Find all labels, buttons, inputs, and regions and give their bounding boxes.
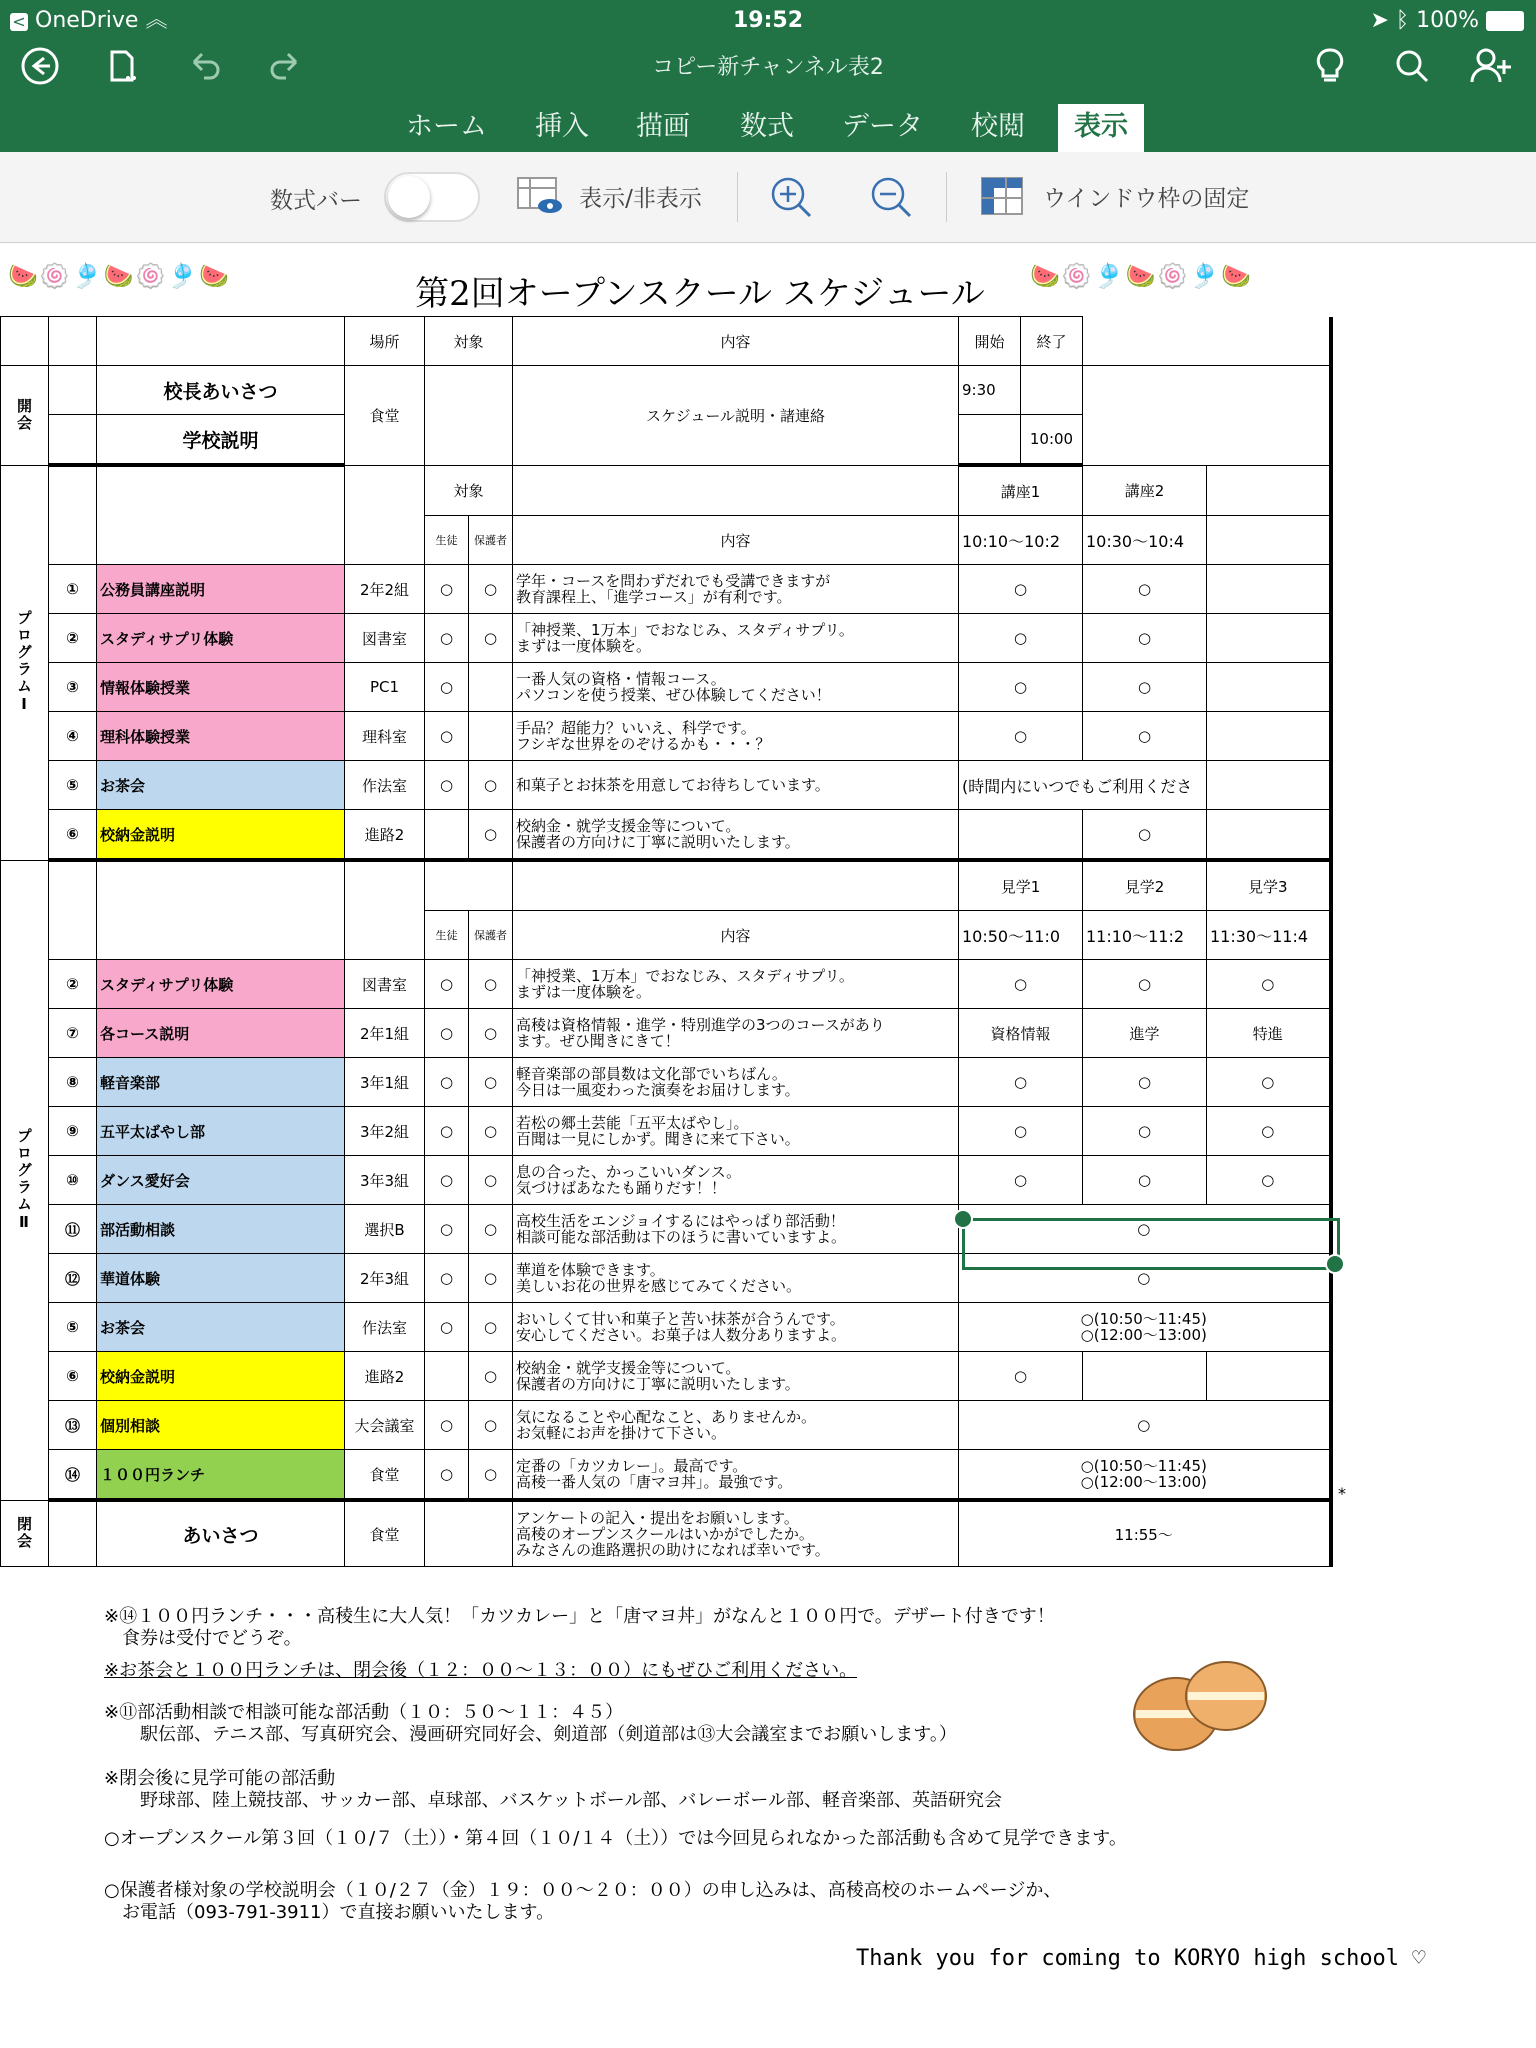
- slot-value[interactable]: 資格情報: [959, 1009, 1083, 1058]
- item-description[interactable]: 華道を体験できます。 美しいお花の世界を感じてみてください。: [513, 1254, 959, 1303]
- section-closing[interactable]: 閉会: [1, 1500, 49, 1567]
- blank-cell[interactable]: [1207, 565, 1331, 614]
- student-mark[interactable]: ○: [425, 1303, 469, 1352]
- item-number[interactable]: ⑤: [49, 761, 97, 810]
- wifi-icon: ︽: [145, 8, 168, 33]
- header-content[interactable]: 内容: [513, 516, 959, 565]
- parent-mark[interactable]: ○: [469, 1303, 513, 1352]
- item-number[interactable]: ⑪: [49, 1205, 97, 1254]
- tab-review[interactable]: 校閲: [971, 111, 1025, 142]
- item-name[interactable]: 校納金説明: [97, 1352, 345, 1401]
- table-row: [1, 565, 1331, 614]
- item-place[interactable]: 2年2組: [345, 565, 425, 614]
- item-number[interactable]: ⑩: [49, 1156, 97, 1205]
- slot-value[interactable]: (時間内にいつでもご利用くださ: [959, 761, 1207, 810]
- student-mark[interactable]: ○: [425, 1254, 469, 1303]
- table-row: [1, 1205, 1331, 1254]
- blank-cell[interactable]: [49, 860, 97, 960]
- note-tea-lunch: ※お茶会と１００円ランチは、閉会後（１２：００～１３：００）にもぜひご利用ください。: [104, 1660, 858, 1681]
- battery-percent: 100%: [1416, 8, 1479, 33]
- blank-cell[interactable]: [345, 860, 425, 960]
- item-name[interactable]: 個別相談: [97, 1401, 345, 1450]
- item-place[interactable]: 進路2: [345, 810, 425, 861]
- slot-value[interactable]: ○(10:50～11:45) ○(12:00～13:00): [959, 1303, 1331, 1352]
- blank-cell[interactable]: [1207, 614, 1331, 663]
- item-name[interactable]: お茶会: [97, 761, 345, 810]
- table-row: [1, 712, 1331, 761]
- item-name[interactable]: 校納金説明: [97, 810, 345, 861]
- blank-cell[interactable]: [1207, 712, 1331, 761]
- item-name[interactable]: 五平太ばやし部: [97, 1107, 345, 1156]
- item-description[interactable]: おいしくて甘い和菓子と苦い抹茶が合うんです。 安心してください。お菓子は人数分ありますよ。: [513, 1303, 959, 1352]
- blank-cell[interactable]: [959, 415, 1021, 466]
- header-content[interactable]: 内容: [513, 911, 959, 960]
- search-icon: [1394, 48, 1430, 84]
- item-number[interactable]: ⑨: [49, 1107, 97, 1156]
- item-place[interactable]: 作法室: [345, 1303, 425, 1352]
- blank-cell[interactable]: [49, 366, 97, 415]
- item-place[interactable]: 進路2: [345, 1352, 425, 1401]
- section-program-2[interactable]: プログラムⅡ: [1, 860, 49, 1500]
- battery-area: [1370, 6, 1524, 36]
- slot-value[interactable]: ○: [959, 712, 1083, 761]
- header-content[interactable]: 内容: [513, 317, 959, 366]
- parent-mark[interactable]: ○: [469, 1156, 513, 1205]
- item-place[interactable]: 作法室: [345, 761, 425, 810]
- blank-cell[interactable]: [513, 465, 959, 516]
- table-row: [1, 1156, 1331, 1205]
- parent-mark[interactable]: ○: [469, 565, 513, 614]
- parent-mark[interactable]: [469, 663, 513, 712]
- item-number[interactable]: ⑤: [49, 1303, 97, 1352]
- slot-value[interactable]: ○: [1083, 960, 1207, 1009]
- student-mark[interactable]: ○: [425, 1205, 469, 1254]
- item-place[interactable]: 食堂: [345, 1450, 425, 1501]
- item-description[interactable]: 学年・コースを問わずだれでも受講できますが 教育課程上、「進学コース」が有利です。: [513, 565, 959, 614]
- item-name[interactable]: 公務員講座説明: [97, 565, 345, 614]
- student-mark[interactable]: ○: [425, 1009, 469, 1058]
- blank-cell[interactable]: [97, 465, 345, 565]
- item-place[interactable]: 図書室: [345, 960, 425, 1009]
- bluetooth-icon: ᛒ: [1395, 8, 1410, 33]
- item-description[interactable]: 軽音楽部の部員数は文化部でいちばん。 今日は一風変わった演奏をお届けします。: [513, 1058, 959, 1107]
- item-name[interactable]: 理科体験授業: [97, 712, 345, 761]
- slot-value[interactable]: ○(10:50～11:45) ○(12:00～13:00): [959, 1450, 1331, 1501]
- item-number[interactable]: ⑧: [49, 1058, 97, 1107]
- item-place[interactable]: 2年3組: [345, 1254, 425, 1303]
- formula-bar-toggle[interactable]: [384, 172, 480, 222]
- slot-value[interactable]: ○: [1083, 712, 1207, 761]
- blank-cell[interactable]: [513, 860, 959, 911]
- item-number[interactable]: ⑬: [49, 1401, 97, 1450]
- item-description[interactable]: 高校生活をエンジョイするにはやっぱり部活動！ 相談可能な部活動は下のほうに書いていますよ。: [513, 1205, 959, 1254]
- student-mark[interactable]: ○: [425, 1401, 469, 1450]
- item-place[interactable]: 3年1組: [345, 1058, 425, 1107]
- item-description[interactable]: 「神授業、1万本」でおなじみ、スタディサプリ。 まずは一度体験を。: [513, 614, 959, 663]
- item-description[interactable]: 和菓子とお抹茶を用意してお待ちしています。: [513, 761, 959, 810]
- slot-value[interactable]: ○: [1083, 1107, 1207, 1156]
- slot-value[interactable]: ○: [1083, 614, 1207, 663]
- sheet-title: 第2回オープンスクール スケジュール: [415, 274, 985, 314]
- carrier-label: OneDrive: [35, 8, 139, 33]
- slot-value[interactable]: ○: [1207, 960, 1331, 1009]
- zoom-in-icon: [768, 174, 816, 222]
- document-title: コピー新チャンネル表2: [652, 55, 884, 80]
- parent-mark[interactable]: ○: [469, 1107, 513, 1156]
- student-mark[interactable]: ○: [425, 565, 469, 614]
- top-bar: [0, 0, 1536, 152]
- item-place[interactable]: 3年3組: [345, 1156, 425, 1205]
- blank-cell[interactable]: [425, 366, 513, 466]
- show-hide-label: 表示/非表示: [579, 185, 702, 212]
- selection-handle-start[interactable]: [953, 1209, 973, 1229]
- blank-cell[interactable]: [1207, 810, 1331, 861]
- slot-value[interactable]: 進学: [1083, 1009, 1207, 1058]
- slot-value[interactable]: ○: [959, 960, 1083, 1009]
- item-place[interactable]: 理科室: [345, 712, 425, 761]
- blank-cell[interactable]: [1207, 761, 1331, 810]
- slot-value[interactable]: ○: [1083, 663, 1207, 712]
- table-row: [1, 663, 1331, 712]
- student-mark[interactable]: ○: [425, 1450, 469, 1501]
- slot-value[interactable]: ○: [1207, 1156, 1331, 1205]
- zoom-out-button[interactable]: [868, 174, 916, 226]
- header-target[interactable]: 対象: [425, 317, 513, 366]
- slot-value[interactable]: ○: [959, 1156, 1083, 1205]
- table-row: [1, 1009, 1331, 1058]
- blank-cell[interactable]: [97, 317, 345, 366]
- tab-insert[interactable]: 挿入: [535, 111, 589, 142]
- slot-value[interactable]: [959, 810, 1083, 861]
- parent-mark[interactable]: ○: [469, 1205, 513, 1254]
- macaron-illustration: [1126, 1648, 1276, 1758]
- freeze-panes-button[interactable]: [978, 174, 1249, 220]
- item-name[interactable]: 華道体験: [97, 1254, 345, 1303]
- student-mark[interactable]: ○: [425, 1107, 469, 1156]
- section-program-1[interactable]: プログラムⅠ: [1, 465, 49, 860]
- note-next-school: ○オープンスクール第３回（１０/７（土））・第４回（１０/１４（土））では今回見られなかった部活動も含めて見学できます。: [104, 1828, 1127, 1849]
- slot-value[interactable]: ○: [1207, 1058, 1331, 1107]
- back-arrow-icon: <: [10, 13, 28, 31]
- item-name[interactable]: 学校説明: [97, 415, 345, 466]
- item-content[interactable]: スケジュール説明・諸連絡: [513, 366, 959, 466]
- note-lunch: ※⑭１００円ランチ・・・高稜生に大人気！「カツカレー」と「唐マヨ丼」がなんと１００円で。デザート付きです！ 食券は受付でどうぞ。: [104, 1606, 1055, 1649]
- blank-cell[interactable]: [49, 415, 97, 466]
- blank-cell[interactable]: [1207, 663, 1331, 712]
- item-description[interactable]: 手品？超能力？いいえ、科学です。 フシギな世界をのぞけるかも・・・？: [513, 712, 959, 761]
- header-start[interactable]: 開始: [959, 317, 1021, 366]
- slot-time[interactable]: 10:10～10:2: [959, 516, 1083, 565]
- student-mark[interactable]: [425, 1352, 469, 1401]
- toggle-knob: [388, 176, 430, 218]
- item-number[interactable]: ④: [49, 712, 97, 761]
- table-row: [1, 614, 1331, 663]
- zoom-in-button[interactable]: [768, 174, 816, 226]
- item-description[interactable]: 校納金・就学支援金等について。 保護者の方向けに丁寧に説明いたします。: [513, 810, 959, 861]
- item-name[interactable]: スタディサプリ体験: [97, 960, 345, 1009]
- blank-cell[interactable]: [1083, 366, 1331, 466]
- slot-label[interactable]: 見学1: [959, 860, 1083, 911]
- parent-mark[interactable]: ○: [469, 960, 513, 1009]
- share-button[interactable]: [1470, 44, 1514, 88]
- slot-value[interactable]: [1207, 1352, 1331, 1401]
- spreadsheet[interactable]: [0, 244, 1536, 2048]
- student-mark[interactable]: ○: [425, 614, 469, 663]
- item-name[interactable]: 各コース説明: [97, 1009, 345, 1058]
- blank-cell[interactable]: [1021, 366, 1083, 415]
- header-student[interactable]: 生徒: [425, 911, 469, 960]
- item-place[interactable]: 大会議室: [345, 1401, 425, 1450]
- item-place[interactable]: 2年1組: [345, 1009, 425, 1058]
- table-row: [1, 1107, 1331, 1156]
- tab-data[interactable]: データ: [842, 111, 923, 142]
- add-person-icon: [1470, 46, 1514, 86]
- item-place[interactable]: 3年2組: [345, 1107, 425, 1156]
- slot-time[interactable]: 10:50～11:0: [959, 911, 1083, 960]
- blank-cell[interactable]: [1207, 516, 1331, 565]
- header-target[interactable]: 対象: [425, 465, 513, 516]
- table-row: [1, 960, 1331, 1009]
- parent-mark[interactable]: ○: [469, 810, 513, 861]
- slot-value[interactable]: ○: [959, 663, 1083, 712]
- search-button[interactable]: [1390, 44, 1434, 88]
- blank-cell[interactable]: [425, 1500, 513, 1567]
- tab-draw[interactable]: 描画: [636, 111, 690, 142]
- note-club-visit: ※閉会後に見学可能の部活動 野球部、陸上競技部、サッカー部、卓球部、バスケットボール部、バレーボール部、軽音楽部、英語研究会: [104, 1768, 1003, 1811]
- blank-cell[interactable]: [49, 465, 97, 565]
- slot-value[interactable]: ○: [959, 565, 1083, 614]
- freeze-panes-icon: [978, 174, 1024, 218]
- student-mark[interactable]: ○: [425, 1058, 469, 1107]
- header-end[interactable]: 終了: [1021, 317, 1083, 366]
- item-place[interactable]: 食堂: [345, 366, 425, 466]
- slot-value[interactable]: ○: [1083, 565, 1207, 614]
- parent-mark[interactable]: ○: [469, 1009, 513, 1058]
- slot-value[interactable]: ○: [959, 1058, 1083, 1107]
- slot-value[interactable]: ○: [959, 614, 1083, 663]
- student-mark[interactable]: ○: [425, 960, 469, 1009]
- tell-me-button[interactable]: [1308, 44, 1352, 88]
- item-place[interactable]: 選択B: [345, 1205, 425, 1254]
- item-description[interactable]: 定番の「カツカレー」。最高です。 高稜一番人気の「唐マヨ丼」。最強です。: [513, 1450, 959, 1501]
- selection-handle-end[interactable]: [1325, 1254, 1345, 1274]
- item-name[interactable]: あいさつ: [97, 1500, 345, 1567]
- table-row: [1, 1254, 1331, 1303]
- table-row: [1, 1401, 1331, 1450]
- blank-cell[interactable]: [425, 860, 513, 911]
- slot-value[interactable]: ○: [1083, 810, 1207, 861]
- item-name[interactable]: １００円ランチ: [97, 1450, 345, 1501]
- schedule-table: [0, 316, 1333, 1567]
- blank-cell[interactable]: [49, 1500, 97, 1567]
- header-student[interactable]: 生徒: [425, 516, 469, 565]
- table-row: [1, 1303, 1331, 1352]
- item-number[interactable]: ②: [49, 960, 97, 1009]
- table-row: [1, 317, 1331, 366]
- note-club-consult: ※⑪部活動相談で相談可能な部活動（１０：５０～１１：４５） 駅伝部、テニス部、写真研究会、漫画研究同好会、剣道部（剣道部は⑬大会議室までお願いします。）: [104, 1702, 957, 1745]
- formula-bar-label: 数式バー: [270, 188, 362, 214]
- tab-home[interactable]: ホーム: [406, 111, 487, 142]
- student-mark[interactable]: [425, 810, 469, 861]
- table-row: [1, 810, 1331, 861]
- item-description[interactable]: 高稜は資格情報・進学・特別進学の3つのコースがあり ます。ぜひ聞きにきて！: [513, 1009, 959, 1058]
- item-number[interactable]: ⑫: [49, 1254, 97, 1303]
- table-row: [1, 1450, 1331, 1501]
- parent-mark[interactable]: ○: [469, 761, 513, 810]
- item-number[interactable]: ⑥: [49, 1352, 97, 1401]
- slot-label[interactable]: 講座2: [1083, 465, 1207, 516]
- parent-mark[interactable]: ○: [469, 1058, 513, 1107]
- slot-value[interactable]: ○: [959, 1205, 1331, 1254]
- slot-value[interactable]: ○: [1083, 1156, 1207, 1205]
- item-number[interactable]: ⑦: [49, 1009, 97, 1058]
- header-place[interactable]: 場所: [345, 317, 425, 366]
- item-description[interactable]: 気になることや心配なこと、ありませんか。 お気軽にお声を掛けて下さい。: [513, 1401, 959, 1450]
- clock: 19:52: [732, 8, 804, 33]
- asterisk-mark: *: [1338, 1484, 1346, 1503]
- item-description[interactable]: 「神授業、1万本」でおなじみ、スタディサプリ。 まずは一度体験を。: [513, 960, 959, 1009]
- student-mark[interactable]: ○: [425, 663, 469, 712]
- tab-view[interactable]: 表示: [1058, 104, 1144, 152]
- table-row: [1, 1500, 1331, 1567]
- table-row: [1, 1352, 1331, 1401]
- parent-mark[interactable]: ○: [469, 1401, 513, 1450]
- start-time[interactable]: 9:30: [959, 366, 1021, 415]
- slot-value[interactable]: ○: [959, 1107, 1083, 1156]
- parent-mark[interactable]: [469, 712, 513, 761]
- slot-value[interactable]: ○: [959, 1352, 1083, 1401]
- item-name[interactable]: 校長あいさつ: [97, 366, 345, 415]
- table-row: [1, 761, 1331, 810]
- slot-value[interactable]: 特進: [1207, 1009, 1331, 1058]
- item-description[interactable]: 校納金・就学支援金等について。 保護者の方向けに丁寧に説明いたします。: [513, 1352, 959, 1401]
- item-place[interactable]: 食堂: [345, 1500, 425, 1567]
- ribbon-divider-1: [737, 172, 738, 222]
- item-number[interactable]: ①: [49, 565, 97, 614]
- table-row: [1, 1058, 1331, 1107]
- item-number[interactable]: ⑭: [49, 1450, 97, 1501]
- blank-cell[interactable]: [1083, 317, 1331, 366]
- closing-time[interactable]: 11:55～: [959, 1500, 1331, 1567]
- table-row: [1, 366, 1331, 415]
- slot-time[interactable]: 11:30～11:4: [1207, 911, 1331, 960]
- ribbon-view: [0, 152, 1536, 243]
- student-mark[interactable]: ○: [425, 712, 469, 761]
- slot-value[interactable]: ○: [959, 1254, 1331, 1303]
- ribbon-divider-2: [946, 172, 947, 222]
- decoration-right: 🍉🍥🎐🍉🍥🎐🍉: [1030, 262, 1254, 290]
- parent-mark[interactable]: ○: [469, 1352, 513, 1401]
- parent-mark[interactable]: ○: [469, 614, 513, 663]
- blank-cell[interactable]: [345, 465, 425, 565]
- item-description[interactable]: アンケートの記入・提出をお願いします。 高稜のオープンスクールはいかがでしたか。 みなさんの進路選択の助けになれば幸いです。: [513, 1500, 959, 1567]
- item-description[interactable]: 息の合った、かっこいいダンス。 気づけばあなたも踊りだす！！: [513, 1156, 959, 1205]
- end-time[interactable]: 10:00: [1021, 415, 1083, 466]
- student-mark[interactable]: ○: [425, 1156, 469, 1205]
- table-row: [1, 465, 1331, 516]
- slot-time[interactable]: 11:10～11:2: [1083, 911, 1207, 960]
- blank-cell[interactable]: [1, 317, 49, 366]
- student-mark[interactable]: ○: [425, 761, 469, 810]
- blank-cell[interactable]: [49, 317, 97, 366]
- header-parent[interactable]: 保護者: [469, 911, 513, 960]
- item-description[interactable]: 一番人気の資格・情報コース。 パソコンを使う授業、ぜひ体験してください！: [513, 663, 959, 712]
- slot-value[interactable]: ○: [1083, 1058, 1207, 1107]
- thanks-message: Thank you for coming to KORYO high school ♡: [856, 1946, 1426, 1971]
- item-description[interactable]: 若松の郷土芸能「五平太ばやし」。 百聞は一見にしかず。聞きに来て下さい。: [513, 1107, 959, 1156]
- lightbulb-icon: [1312, 46, 1348, 86]
- item-name[interactable]: スタディサプリ体験: [97, 614, 345, 663]
- item-name[interactable]: ダンス愛好会: [97, 1156, 345, 1205]
- slot-value[interactable]: ○: [1207, 1107, 1331, 1156]
- item-name[interactable]: 情報体験授業: [97, 663, 345, 712]
- item-place[interactable]: 図書室: [345, 614, 425, 663]
- slot-label[interactable]: 講座1: [959, 465, 1083, 516]
- tab-formulas[interactable]: 数式: [740, 111, 794, 142]
- blank-cell[interactable]: [1207, 465, 1331, 516]
- slot-value[interactable]: ○: [959, 1401, 1331, 1450]
- slot-time[interactable]: 10:30～10:4: [1083, 516, 1207, 565]
- item-number[interactable]: ③: [49, 663, 97, 712]
- item-place[interactable]: PC1: [345, 663, 425, 712]
- note-parent-briefing: ○保護者様対象の学校説明会（１０/２７（金）１９：００～２０：００）の申し込みは、高稜高校のホームページか、 お電話（093-791-3911）で直接お願いいたします。: [104, 1880, 1062, 1923]
- item-name[interactable]: お茶会: [97, 1303, 345, 1352]
- decoration-left: 🍉🍥🎐🍉🍥🎐🍉: [8, 262, 232, 290]
- location-icon: ➤: [1370, 8, 1389, 33]
- table-row: [1, 860, 1331, 911]
- battery-icon: [1486, 11, 1524, 31]
- header-parent[interactable]: 保護者: [469, 516, 513, 565]
- section-opening[interactable]: 開会: [1, 366, 49, 466]
- freeze-panes-label: ウインドウ枠の固定: [1043, 185, 1250, 212]
- item-name[interactable]: 部活動相談: [97, 1205, 345, 1254]
- show-hide-button[interactable]: [514, 174, 702, 220]
- slot-value[interactable]: [1083, 1352, 1207, 1401]
- slot-label[interactable]: 見学2: [1083, 860, 1207, 911]
- blank-cell[interactable]: [97, 860, 345, 960]
- item-number[interactable]: ⑥: [49, 810, 97, 861]
- zoom-out-icon: [868, 174, 916, 222]
- slot-label[interactable]: 見学3: [1207, 860, 1331, 911]
- item-name[interactable]: 軽音楽部: [97, 1058, 345, 1107]
- parent-mark[interactable]: ○: [469, 1254, 513, 1303]
- show-hide-icon: [514, 174, 566, 218]
- parent-mark[interactable]: ○: [469, 1450, 513, 1501]
- item-number[interactable]: ②: [49, 614, 97, 663]
